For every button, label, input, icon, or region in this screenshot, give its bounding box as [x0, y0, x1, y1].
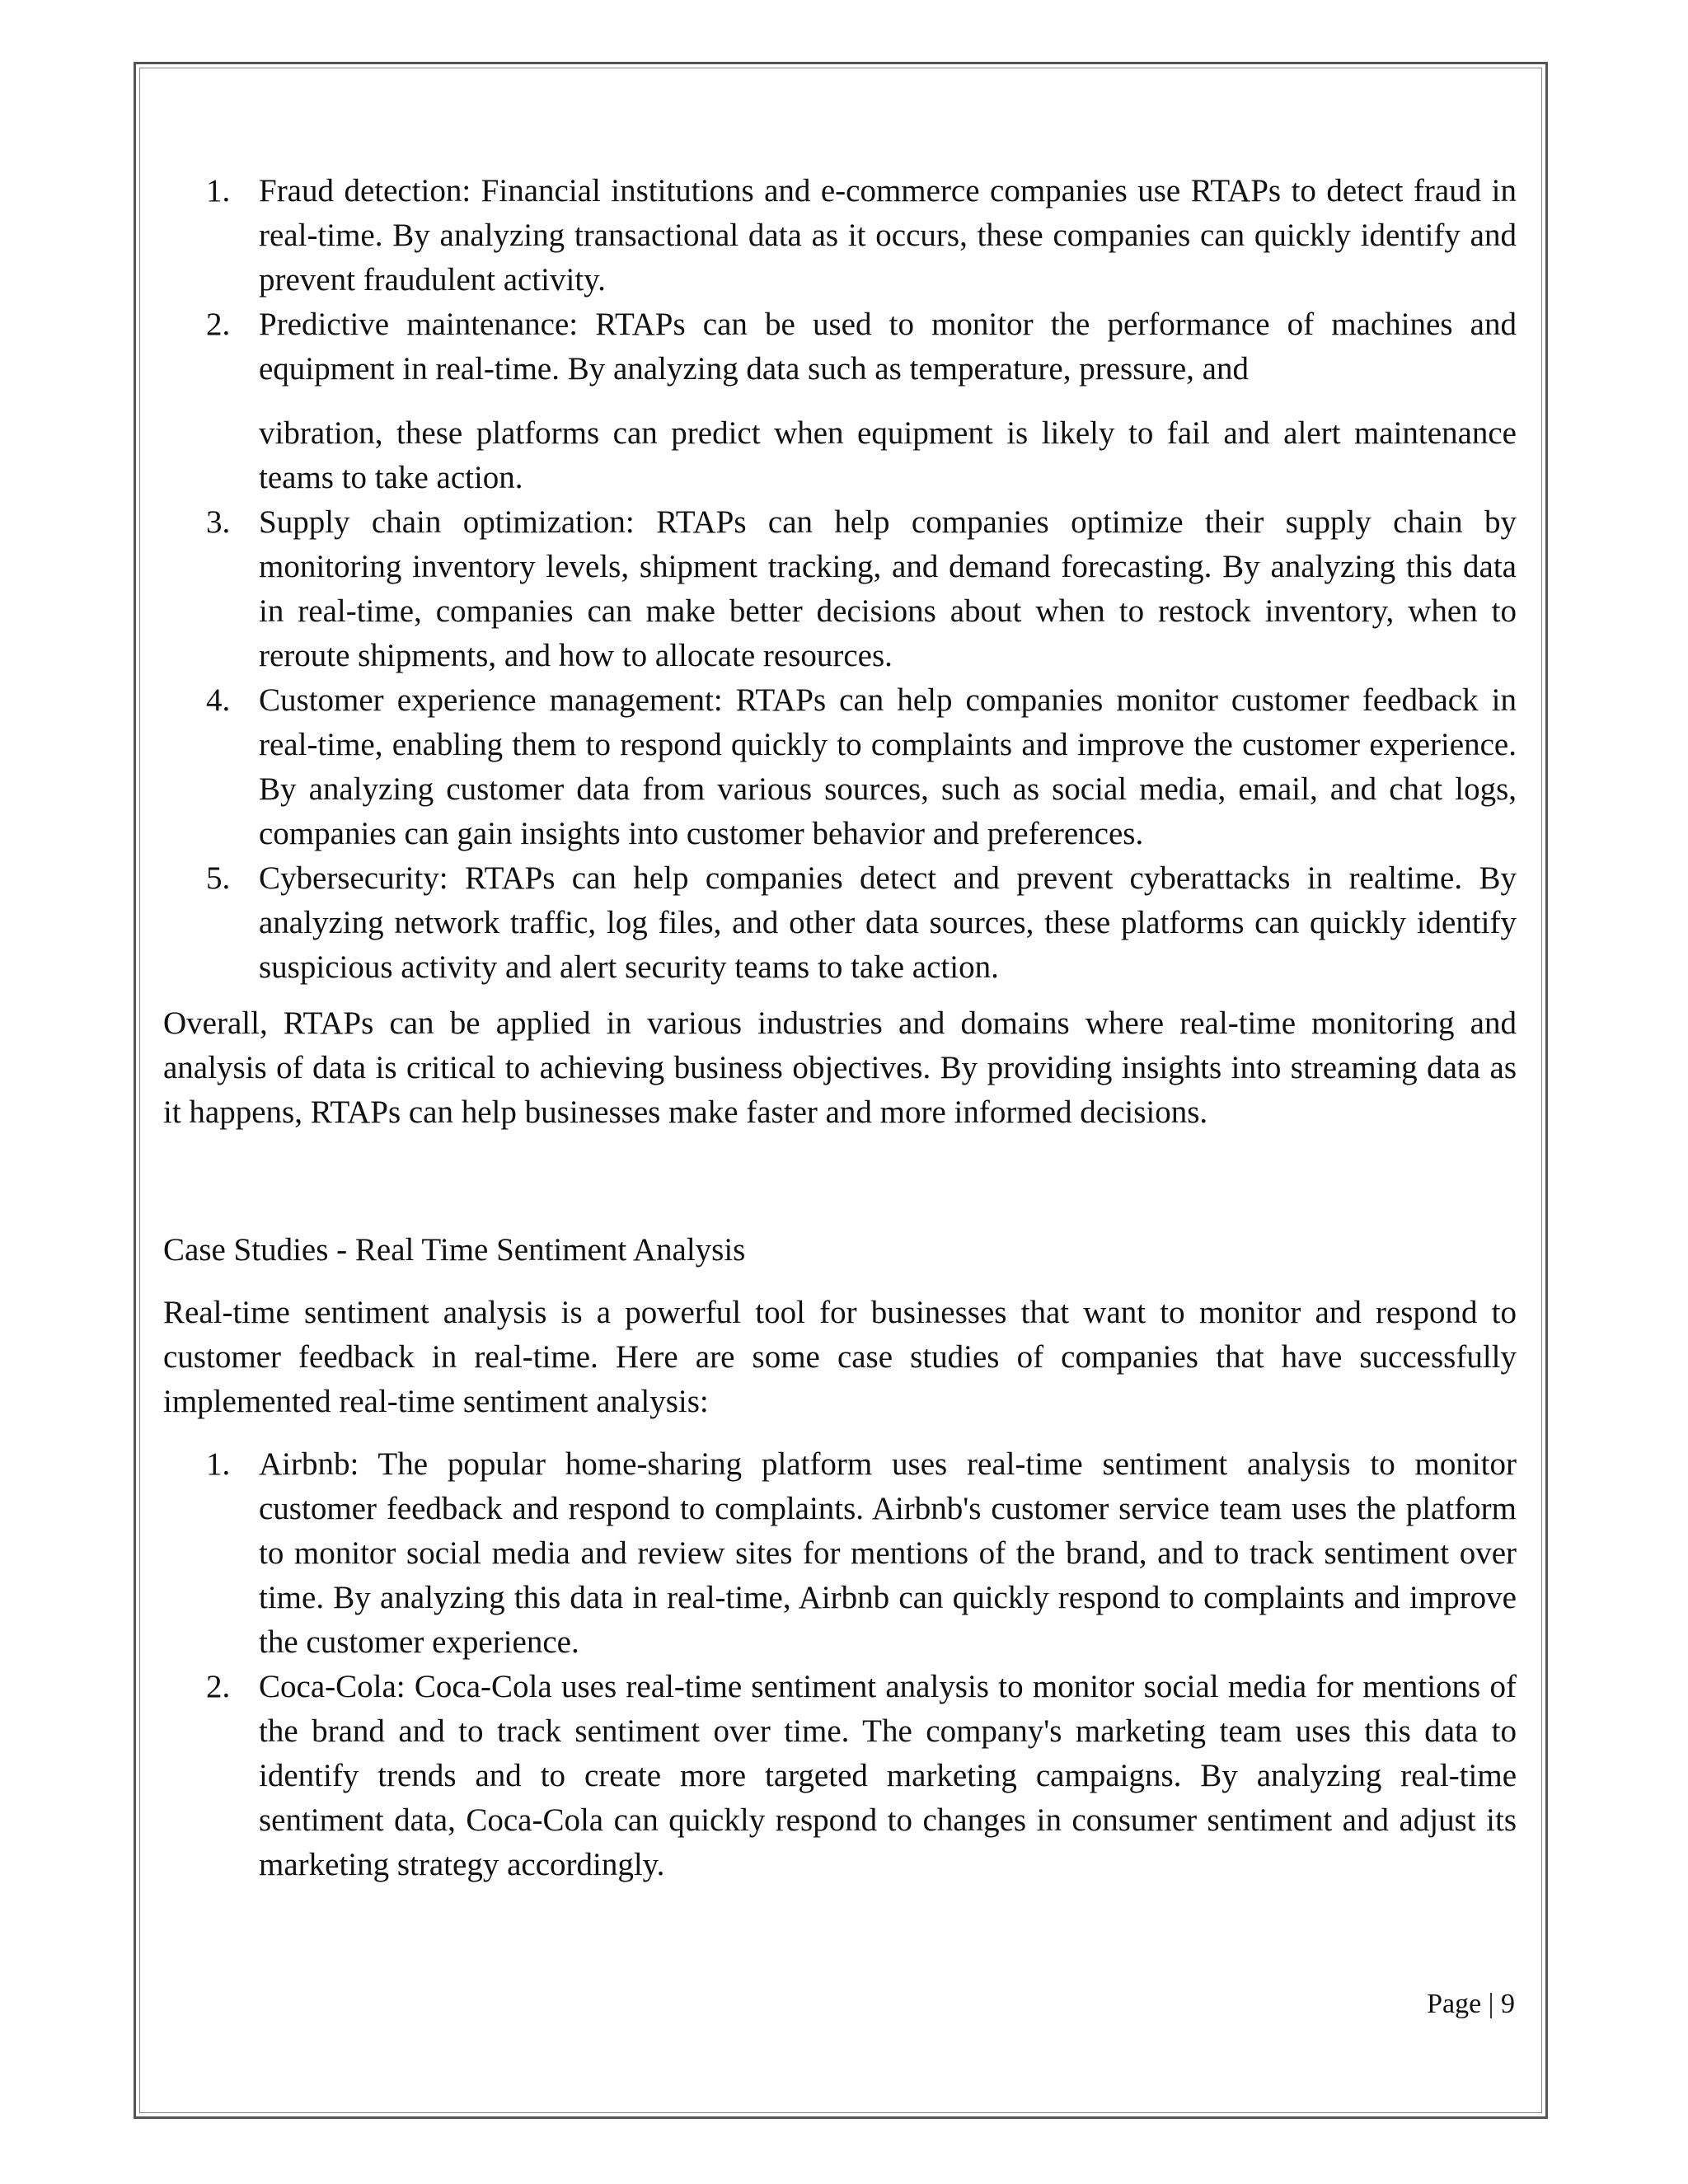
- applications-list: [163, 169, 1517, 990]
- list-item: [163, 1442, 1517, 1665]
- section-heading: Case Studies - Real Time Sentiment Analysis: [163, 1232, 746, 1268]
- overall-paragraph: Overall, RTAPs can be applied in various industries and domains where real-time monitoring and analysis of data is critical to achieving business objectives. By providing insights into streaming data as it happens, RTAPs can help businesses make faster and more informed decisions.: [163, 1005, 1517, 1130]
- case-studies-list: [163, 1442, 1517, 1887]
- list-item-text: Customer experience management: RTAPs can help companies monitor customer feedback in real-time, enabling them to respond quickly to complaints and improve the customer experience. By analyzing customer data from various sources, such as social media, email, and chat logs, companies can gain insights into customer behavior and preferences.: [259, 682, 1517, 851]
- list-number: 2.: [206, 307, 231, 342]
- list-item: [163, 1665, 1517, 1887]
- list-item-text: Supply chain optimization: RTAPs can help companies optimize their supply chain by monitoring inventory levels, shipment tracking, and demand forecasting. By analyzing this data in real-time, companies can make better decisions about when to restock inventory, when to reroute shipments, and how to allocate resources.: [259, 504, 1517, 673]
- list-item-text: Predictive maintenance: RTAPs can be used to monitor the performance of machines and equipment in real-time. By analyzing data such as temperature, pressure, and: [259, 307, 1517, 387]
- section-intro: Real-time sentiment analysis is a powerful tool for businesses that want to monitor and respond to customer feedback in real-time. Here are some case studies of companies that have successfully implemented real-time sentiment analysis:: [163, 1295, 1517, 1419]
- list-number: 2.: [206, 1669, 231, 1704]
- list-item: [163, 500, 1517, 678]
- list-item: [163, 678, 1517, 856]
- list-item: [163, 169, 1517, 302]
- list-number: 5.: [206, 860, 231, 896]
- list-item-text: Fraud detection: Financial institutions and e-commerce companies use RTAPs to detect fraud in real-time. By analyzing transactional data as it occurs, these companies can quickly identify and prevent fraudulent activity.: [259, 173, 1517, 298]
- list-number: 1.: [206, 1446, 231, 1482]
- list-item-text: Cybersecurity: RTAPs can help companies detect and prevent cyberattacks in realtime. By analyzing network traffic, log files, and other data sources, these platforms can quickly identify suspicious activity and alert security teams to take action.: [259, 860, 1517, 985]
- list-number: 3.: [206, 504, 231, 540]
- list-number: 4.: [206, 682, 231, 718]
- list-item-text: Airbnb: The popular home-sharing platform uses real-time sentiment analysis to monitor customer feedback and respond to complaints. Airbnb's customer service team uses the platform to monitor social media and review sites for mentions of the brand, and to track sentiment over time. By analyzing this data in real-time, Airbnb can quickly respond to complaints and improve the customer experience.: [259, 1446, 1517, 1660]
- list-item: [163, 302, 1517, 500]
- list-item: [163, 856, 1517, 990]
- page-number: Page | 9: [1427, 1989, 1515, 2019]
- list-item-continuation: vibration, these platforms can predict when equipment is likely to fail and alert maintenance teams to take action.: [259, 415, 1517, 495]
- page-content: [163, 169, 1517, 1887]
- list-number: 1.: [206, 173, 231, 209]
- list-item-text: Coca-Cola: Coca-Cola uses real-time sentiment analysis to monitor social media for mentions of the brand and to track sentiment over time. The company's marketing team uses this data to identify trends and to create more targeted marketing campaigns. By analyzing real-time sentiment data, Coca-Cola can quickly respond to changes in consumer sentiment and adjust its marketing strategy accordingly.: [259, 1669, 1517, 1882]
